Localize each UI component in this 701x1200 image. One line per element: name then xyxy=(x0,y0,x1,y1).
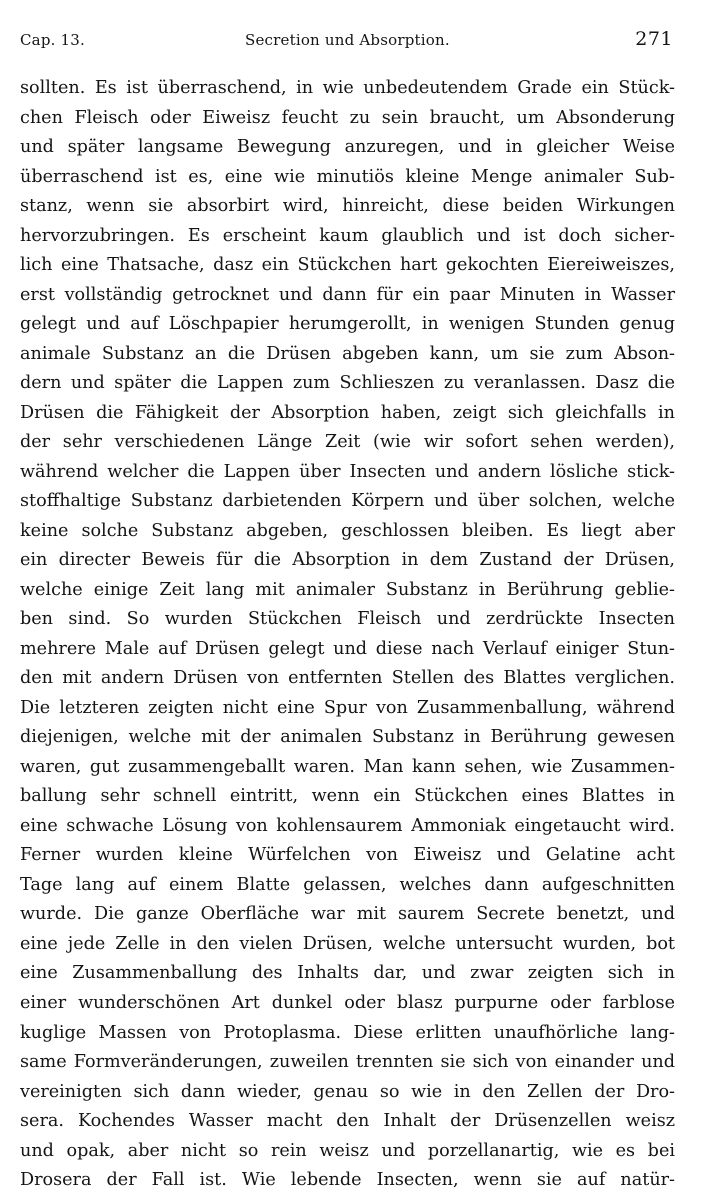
text-line: wurde. Die ganze Oberfläche war mit saurem Secrete benetzt, und xyxy=(20,904,675,925)
text-line: der sehr verschiedenen Länge Zeit (wie wir sofort sehen werden), xyxy=(20,432,675,453)
section-title: Secretion und Absorption. xyxy=(245,31,450,49)
page-number: 271 xyxy=(635,28,673,50)
text-line: gelegt und auf Löschpapier herumgerollt, in wenigen Stunden genug xyxy=(20,314,675,335)
text-line: überraschend ist es, eine wie minutiös kleine Menge animaler Sub- xyxy=(20,166,675,187)
text-line: sollten. Es ist überraschend, in wie unbedeutendem Grade ein Stück- xyxy=(20,78,675,98)
text-line: Drüsen die Fähigkeit der Absorption haben, zeigt sich gleichfalls in xyxy=(20,402,675,423)
text-line: chen Fleisch oder Eiweisz feucht zu sein braucht, um Absonderung xyxy=(20,107,675,128)
text-line: und später langsame Bewegung anzuregen, und in gleicher Weise xyxy=(20,137,675,158)
text-line: einer wunderschönen Art dunkel oder blasz purpurne oder farblose xyxy=(20,992,675,1013)
text-line: Die letzteren zeigten nicht eine Spur von Zusammenballung, während xyxy=(20,697,675,718)
body-text xyxy=(20,74,675,1196)
text-line: erst vollständig getrocknet und dann für ein paar Minuten in Wasser xyxy=(20,284,675,305)
text-line: welche einige Zeit lang mit animaler Substanz in Berührung geblie- xyxy=(20,579,675,600)
text-line: Ferner wurden kleine Würfelchen von Eiweisz und Gelatine acht xyxy=(20,845,675,866)
text-line: vereinigten sich dann wieder, genau so wie in den Zellen der Dro- xyxy=(20,1081,675,1102)
text-line: eine schwache Lösung von kohlensaurem Ammoniak eingetaucht wird. xyxy=(20,815,675,836)
text-line: keine solche Substanz abgeben, geschlossen bleiben. Es liegt aber xyxy=(20,520,675,541)
text-line: Drosera der Fall ist. Wie lebende Insecten, wenn sie auf natür- xyxy=(20,1170,675,1191)
text-line: kuglige Massen von Protoplasma. Diese erlitten unaufhörliche lang- xyxy=(20,1022,675,1043)
text-line: eine Zusammenballung des Inhalts dar, und zwar zeigten sich in xyxy=(20,963,675,984)
text-line: ballung sehr schnell eintritt, wenn ein Stückchen eines Blattes in xyxy=(20,786,675,807)
text-line: eine jede Zelle in den vielen Drüsen, welche untersucht wurden, bot xyxy=(20,933,675,954)
text-line: dern und später die Lappen zum Schlieszen zu veranlassen. Dasz die xyxy=(20,373,675,394)
text-line: ben sind. So wurden Stückchen Fleisch und zerdrückte Insecten xyxy=(20,609,675,630)
text-line: hervorzubringen. Es erscheint kaum glaublich und ist doch sicher- xyxy=(20,225,675,246)
running-header xyxy=(20,28,675,59)
text-line: diejenigen, welche mit der animalen Substanz in Berührung gewesen xyxy=(20,727,675,748)
text-line: und opak, aber nicht so rein weisz und porzellanartig, wie es bei xyxy=(20,1140,675,1161)
text-line: stanz, wenn sie absorbirt wird, hinreicht, diese beiden Wirkungen xyxy=(20,196,675,217)
text-line: mehrere Male auf Drüsen gelegt und diese nach Verlauf einiger Stun- xyxy=(20,638,675,659)
chapter-label: Cap. 13. xyxy=(20,31,86,49)
text-line: ein directer Beweis für die Absorption in dem Zustand der Drüsen, xyxy=(20,550,675,571)
text-line: animale Substanz an die Drüsen abgeben kann, um sie zum Abson- xyxy=(20,343,675,364)
text-line: Tage lang auf einem Blatte gelassen, welches dann aufgeschnitten xyxy=(20,874,675,895)
text-line: waren, gut zusammengeballt waren. Man kann sehen, wie Zusammen- xyxy=(20,756,675,777)
text-line: den mit andern Drüsen von entfernten Stellen des Blattes verglichen. xyxy=(20,668,675,689)
text-line: same Formveränderungen, zuweilen trennten sie sich von einander und xyxy=(20,1052,675,1073)
text-line: während welcher die Lappen über Insecten und andern lösliche stick- xyxy=(20,461,675,482)
text-line: lich eine Thatsache, dasz ein Stückchen hart gekochten Eiereiweiszes, xyxy=(20,255,675,276)
text-line: stoffhaltige Substanz darbietenden Körpern und über solchen, welche xyxy=(20,491,675,512)
text-line: sera. Kochendes Wasser macht den Inhalt der Drüsenzellen weisz xyxy=(20,1111,675,1132)
